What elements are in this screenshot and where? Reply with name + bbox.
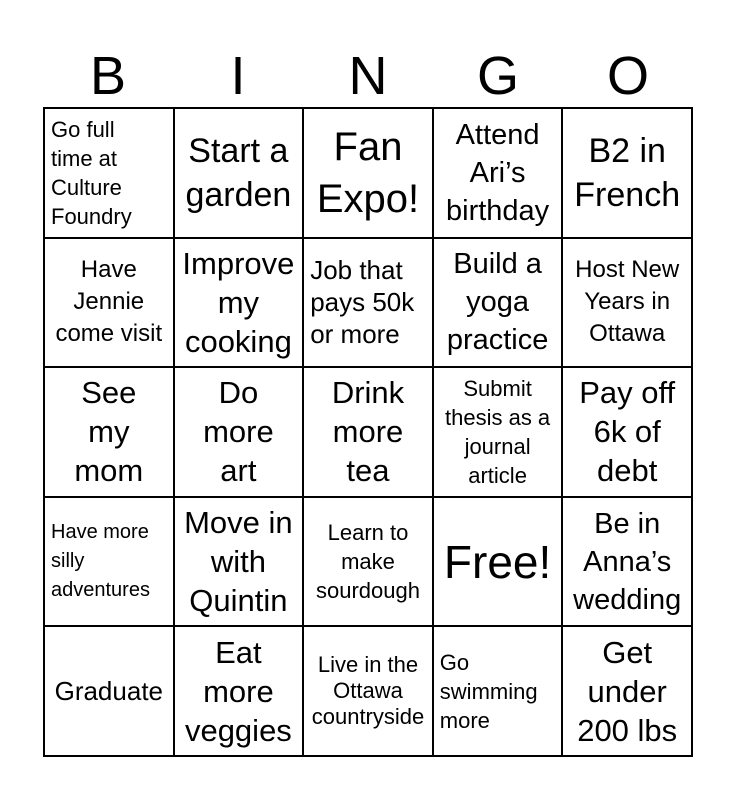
bingo-cell[interactable]: Live in the Ottawa countryside [303, 626, 433, 756]
header-letter-n: N [348, 46, 388, 106]
bingo-cell[interactable]: Attend Ari’s birthday [433, 108, 563, 238]
bingo-cell[interactable]: Be in Anna’s wedding [562, 497, 692, 627]
header-letter-b: B [89, 46, 127, 106]
bingo-card [43, 107, 693, 757]
bingo-cell[interactable]: Have more silly adventures [44, 497, 174, 627]
bingo-cell[interactable]: Host New Years in Ottawa [562, 238, 692, 368]
header-letter-o: O [606, 46, 649, 106]
bingo-cell[interactable]: Eat more veggies [174, 626, 304, 756]
bingo-cell[interactable]: See my mom [44, 367, 174, 497]
bingo-header [43, 44, 693, 108]
header-letter-i: I [230, 46, 246, 106]
bingo-cell[interactable]: Job that pays 50k or more [303, 238, 433, 368]
bingo-cell[interactable]: Build a yoga practice [433, 238, 563, 368]
bingo-cell[interactable]: Do more art [174, 367, 304, 497]
bingo-cell[interactable]: Graduate [44, 626, 174, 756]
bingo-cell free-space[interactable]: Free! [433, 497, 563, 627]
bingo-cell[interactable]: Get under 200 lbs [562, 626, 692, 756]
bingo-cell[interactable]: B2 in French [562, 108, 692, 238]
bingo-cell[interactable]: Learn to make sourdough [303, 497, 433, 627]
bingo-cell[interactable]: Start a garden [174, 108, 304, 238]
bingo-cell[interactable]: Go full time at Culture Foundry [44, 108, 174, 238]
bingo-cell[interactable]: Drink more tea [303, 367, 433, 497]
bingo-cell[interactable]: Submit thesis as a journal article [433, 367, 563, 497]
bingo-cell[interactable]: Move in with Quintin [174, 497, 304, 627]
bingo-cell[interactable]: Improve my cooking [174, 238, 304, 368]
bingo-cell[interactable]: Pay off 6k of debt [562, 367, 692, 497]
bingo-cell[interactable]: Fan Expo! [303, 108, 433, 238]
bingo-cell[interactable]: Go swimming more [433, 626, 563, 756]
header-letter-g: G [476, 46, 519, 106]
bingo-cell[interactable]: Have Jennie come visit [44, 238, 174, 368]
